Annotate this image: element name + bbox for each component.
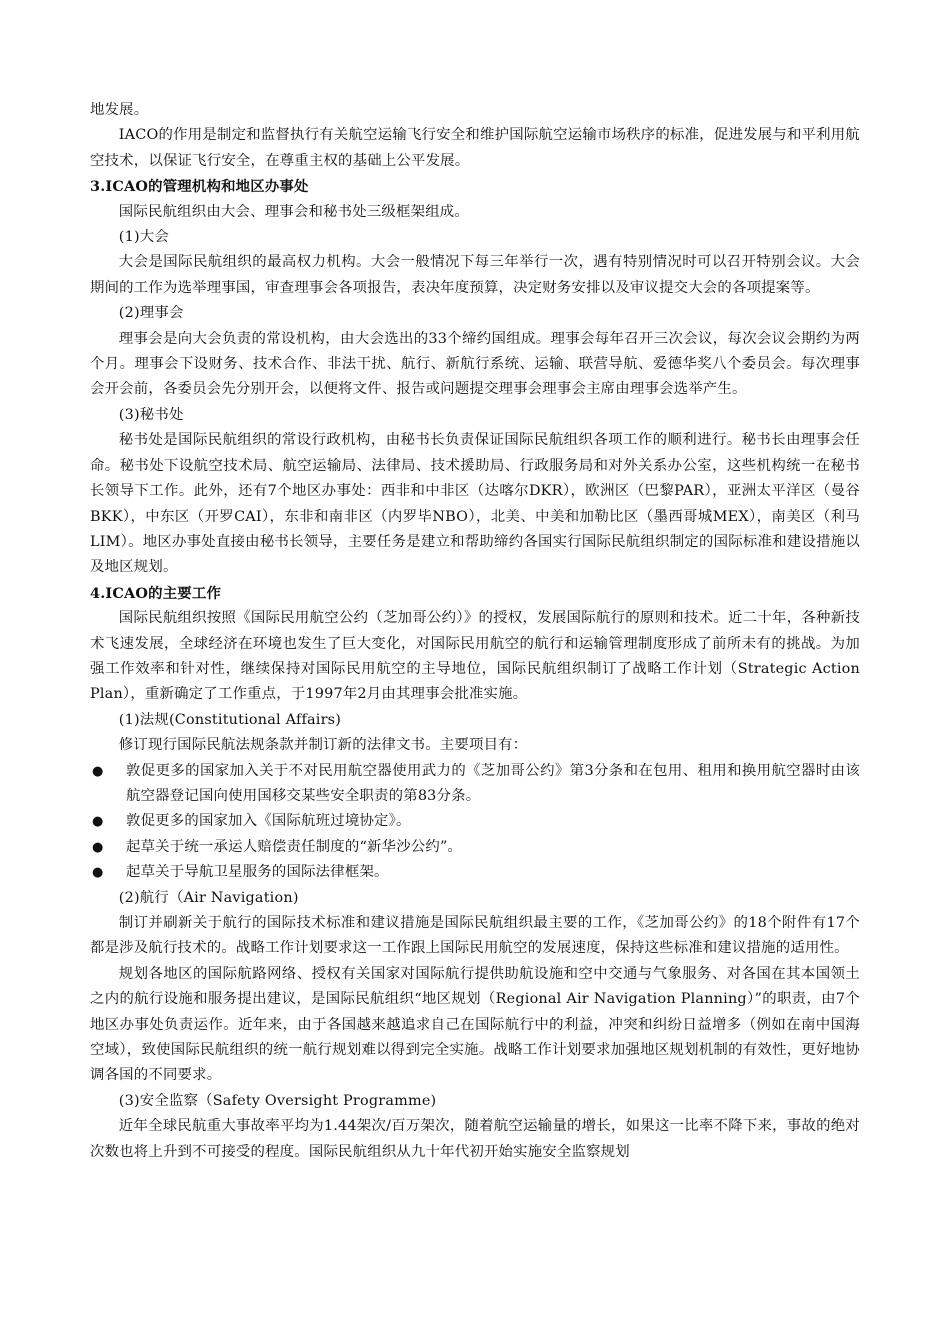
bullet-icon: ●: [92, 839, 104, 855]
list-item: [90, 835, 860, 860]
list-item: [90, 809, 860, 834]
paragraph-structure: 国际民航组织由大会、理事会和秘书处三级框架组成。: [118, 203, 469, 220]
list-item-text: 敦促更多的国家加入关于不对民用航空器使用武力的《芝加哥公约》第3分条和在包用、租用和换用航空器时由该航空器登记国向使用国移交某些安全职责的第83分条。: [126, 762, 860, 804]
list-item-text: 起草关于导航卫星服务的国际法律框架。: [126, 864, 389, 881]
subheading-safety-oversight: (3)安全监察（Safety Oversight Programme): [118, 1092, 437, 1109]
list-item-text: 起草关于统一承运人赔偿责任制度的“新华沙公约”。: [126, 838, 463, 855]
section-heading-4: 4.ICAO的主要工作: [90, 584, 222, 602]
subheading-constitutional-affairs: (1)法规(Constitutional Affairs): [118, 711, 342, 728]
subheading-council: (2)理事会: [118, 305, 184, 322]
list-item: [90, 860, 860, 885]
paragraph-legal-items: 修订现行国际民航法规条款并制订新的法律文书。主要项目有：: [118, 737, 528, 754]
bullet-icon: ●: [92, 814, 104, 830]
document-page: [90, 98, 860, 1165]
list-item: [90, 759, 860, 810]
paragraph-regional-planning: 规划各地区的国际航路网络、授权有关国家对国际航行提供助航设施和空中交通与气象服务、对各国在其本国领土之内的航行设施和服务提出建议，是国际民航组织“地区规划（Regional Air Navigation Planning）”的职责，由7个地区办事处负责运作。近年来，由于各国越来越追求自己在国际航行中的利益，冲突和纠纷日益增多（例如在南中国海空域），致使国际民航组织的统一航行规划难以得到完全实施。战略工作计划要求加强地区规划机制的有效性，更好地协调各国的不同要求。: [90, 965, 860, 1084]
list-item-text: 敦促更多的国家加入《国际航班过境协定》。: [126, 813, 411, 830]
paragraph-continuation: 地发展。: [90, 102, 149, 118]
bullet-icon: ●: [92, 865, 104, 881]
paragraph-icao-role: IACO的作用是制定和监督执行有关航空运输飞行安全和维护国际航空运输市场秩序的标准，促进发展与和平利用航空技术，以保证飞行安全，在尊重主权的基础上公平发展。: [90, 127, 860, 169]
subheading-secretariat: (3)秘书处: [118, 406, 184, 423]
paragraph-assembly: 大会是国际民航组织的最高权力机构。大会一般情况下每三年举行一次，遇有特别情况时可以召开特别会议。大会期间的工作为选举理事国，审查理事会各项报告，表决年度预算，决定财务安排以及审议提交大会的各项提案等。: [90, 254, 860, 296]
bullet-icon: ●: [92, 763, 104, 779]
paragraph-safety: 近年全球民航重大事故率平均为1.44架次/百万架次，随着航空运输量的增长，如果这一比率不降下来，事故的绝对次数也将上升到不可接受的程度。国际民航组织从九十年代初开始实施安全监察规划: [90, 1118, 860, 1160]
paragraph-secretariat: 秘书处是国际民航组织的常设行政机构，由秘书长负责保证国际民航组织各项工作的顺利进行。秘书长由理事会任命。秘书处下设航空技术局、航空运输局、法律局、技术援助局、行政服务局和对外关系办公室，这些机构统一在秘书长领导下工作。此外，还有7个地区办事处：西非和中非区（达喀尔DKR），欧洲区（巴黎PAR），亚洲太平洋区（曼谷BKK），中东区（开罗CAI），东非和南非区（内罗毕NBO），北美、中美和加勒比区（墨西哥城MEX），南美区（利马LIM）。地区办事处直接由秘书长领导，主要任务是建立和帮助缔约各国实行国际民航组织制定的国际标准和建设措施以及地区规划。: [90, 432, 860, 576]
paragraph-main-work: 国际民航组织按照《国际民用航空公约（芝加哥公约）》的授权，发展国际航行的原则和技术。近二十年，各种新技术飞速发展，全球经济在环境也发生了巨大变化，对国际民用航空的航行和运输管理制度形成了前所未有的挑战。为加强工作效率和针对性，继续保持对国际民用航空的主导地位，国际民航组织制订了战略工作计划（Strategic Action Plan），重新确定了工作重点，于1997年2月由其理事会批准实施。: [90, 610, 860, 703]
paragraph-navigation-standards: 制订并刷新关于航行的国际技术标准和建议措施是国际民航组织最主要的工作，《芝加哥公约》的18个附件有17个都是涉及航行技术的。战略工作计划要求这一工作跟上国际民用航空的发展速度，保持这些标准和建议措施的适用性。: [90, 915, 860, 957]
subheading-air-navigation: (2)航行（Air Navigation): [118, 889, 299, 906]
subheading-assembly: (1)大会: [118, 229, 169, 246]
paragraph-council: 理事会是向大会负责的常设机构，由大会选出的33个缔约国组成。理事会每年召开三次会议，每次会议会期约为两个月。理事会下设财务、技术合作、非法干扰、航行、新航行系统、运输、联营导航、爱德华奖八个委员会。每次理事会开会前，各委员会先分别开会，以便将文件、报告或问题提交理事会理事会主席由理事会选举产生。: [90, 330, 860, 398]
section-heading-3: 3.ICAO的管理机构和地区办事处: [90, 178, 309, 196]
